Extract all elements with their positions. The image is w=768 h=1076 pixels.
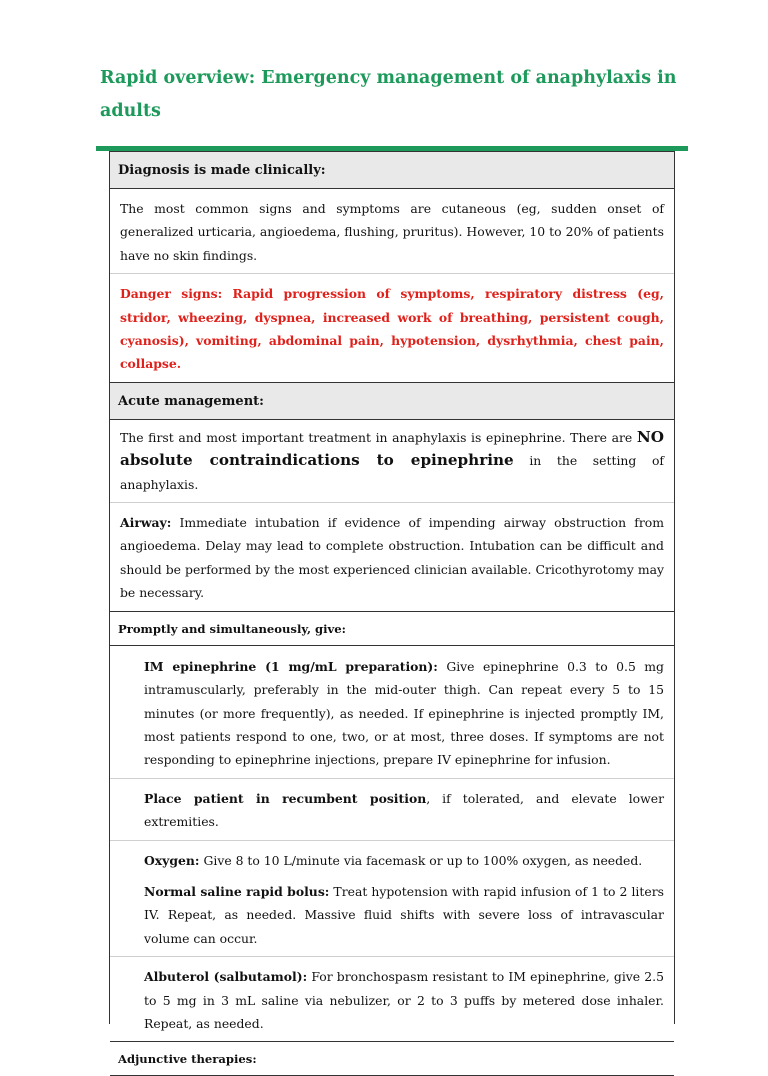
epi-intro-bold: NO absolute contraindications to epinephrine	[120, 427, 664, 470]
epi-intro-post: in the setting of anaphylaxis.	[120, 453, 665, 492]
diagnosis-common-signs: The most common signs and symptoms are cutaneous (eg, sudden onset of generalized urticaria, angioedema, flushing, pruritus). However, 10 to 20% of patients have no skin findings.	[110, 189, 674, 274]
acute-management-header: Acute management:	[110, 383, 674, 420]
saline-text: Treat hypotension with rapid infusion of 1 to 2 liters IV. Repeat, as needed. Massive fluid shifts with severe loss of intravascular volume can occur.	[144, 883, 664, 946]
page-title: Rapid overview: Emergency management of anaphylaxis in adults	[100, 68, 677, 121]
im-epi-label: IM epinephrine (1 mg/mL preparation):	[144, 658, 438, 674]
danger-signs: Danger signs: Rapid progression of symptoms, respiratory distress (eg, stridor, wheezing, dyspnea, increased work of breathing, persistent cough, cyanosis), vomiting, abdominal pain, hypotension, dysrhythmia, chest pain, collapse.	[110, 274, 674, 383]
position-text: , if tolerated, and elevate lower extremities.	[144, 790, 664, 830]
oxygen-text: Give 8 to 10 L/minute via facemask or up to 100% oxygen, as needed.	[199, 852, 643, 868]
airway-label: Airway:	[120, 515, 172, 531]
epinephrine-intro	[110, 420, 674, 503]
airway-text: Immediate intubation if evidence of impending airway obstruction from angioedema. Delay may lead to complete obstruction. Intubation can be difficult and should be performed by the most experienced clinician available. Cricothyrotomy may be necessary.	[120, 515, 664, 601]
albuterol-text: For bronchospasm resistant to IM epinephrine, give 2.5 to 5 mg in 3 mL saline via nebulizer, or 2 to 3 puffs by metered dose inhaler. Repeat, as needed.	[144, 969, 664, 1031]
adjunctive-header: Adjunctive therapies:	[110, 1042, 674, 1076]
albuterol-label: Albuterol (salbutamol):	[144, 969, 308, 985]
albuterol-item	[110, 957, 674, 1042]
airway-paragraph	[110, 503, 674, 612]
oxygen-label: Oxygen:	[144, 852, 200, 868]
epi-intro-pre: The first and most important treatment in anaphylaxis is epinephrine. There are	[120, 429, 637, 445]
position-item	[110, 779, 674, 841]
oxygen-line	[144, 849, 664, 872]
diagnosis-header: Diagnosis is made clinically:	[110, 151, 674, 189]
oxygen-saline-item	[110, 841, 674, 958]
position-label: Place patient in recumbent position	[144, 790, 427, 806]
overview-table	[109, 151, 675, 1067]
saline-label: Normal saline rapid bolus:	[144, 883, 330, 899]
promptly-header: Promptly and simultaneously, give:	[110, 612, 674, 646]
im-epi-text: Give epinephrine 0.3 to 0.5 mg intramuscularly, preferably in the mid-outer thigh. Can repeat every 5 to 15 minutes (or more frequently), as needed. If epinephrine is injected promptly IM, most patients respond to one, two, or at most, three doses. If symptoms are not responding to epinephrine injections, prepare IV epinephrine for infusion.	[144, 658, 664, 768]
im-epinephrine-item	[110, 646, 674, 779]
saline-line	[144, 880, 664, 950]
